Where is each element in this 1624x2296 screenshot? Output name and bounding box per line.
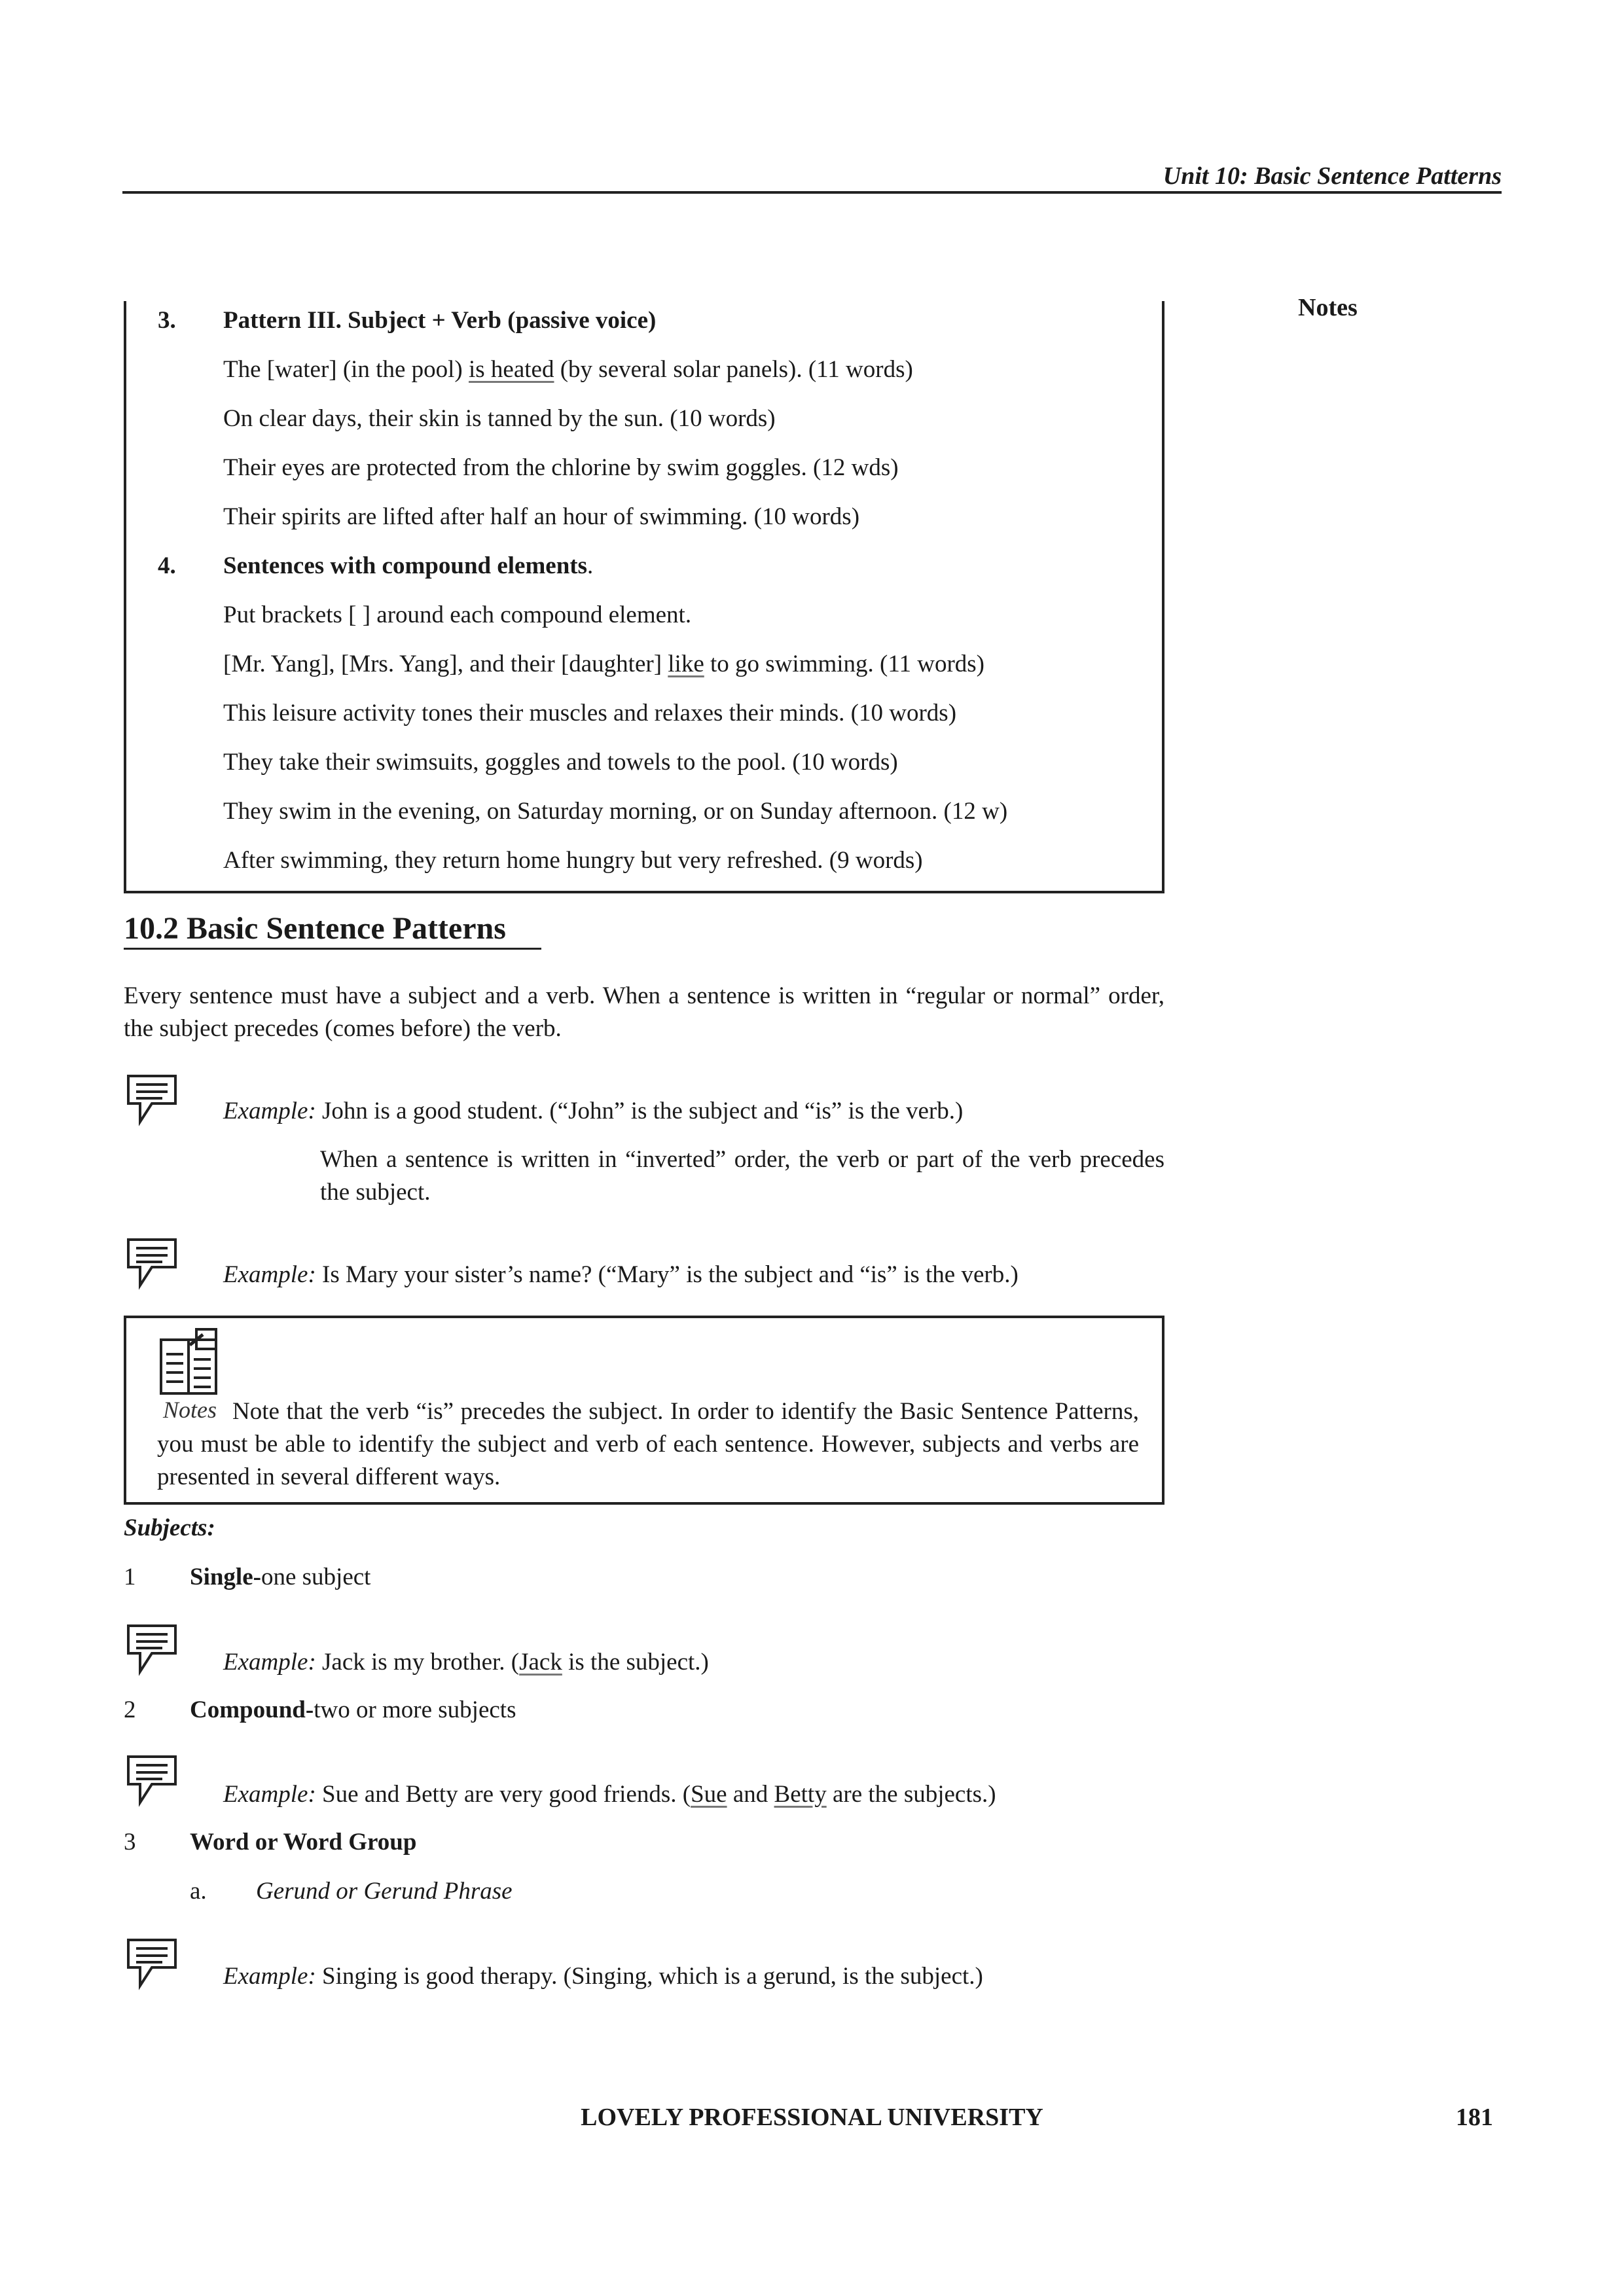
example-speech-icon bbox=[126, 1237, 178, 1291]
example-line: Example: Is Mary your sister’s name? (“Mary” is the subject and “is” is the verb.) bbox=[223, 1261, 1019, 1288]
example-sentence: [Mr. Yang], [Mrs. Yang], and their [daughter] like to go swimming. (11 words) bbox=[223, 651, 984, 677]
example-speech-icon bbox=[126, 1073, 178, 1127]
note-text: Note that the verb “is” precedes the subject. In order to identify the Basic Sentence Patterns, you must be able to identify the subject and verb of each sentence. However, subjects and verbs are presented in several different ways. bbox=[157, 1398, 1139, 1490]
page-number: 181 bbox=[1456, 2104, 1493, 2131]
example-line: Example: John is a good student. (“John” is the subject and “is” is the verb.) bbox=[223, 1098, 964, 1124]
example-sentence: They swim in the evening, on Saturday morning, or on Sunday afternoon. (12 w) bbox=[223, 798, 1008, 825]
subjects-heading: Subjects: bbox=[124, 1515, 215, 1541]
sub-item-letter: a. bbox=[190, 1878, 207, 1905]
item-number: 3. bbox=[158, 307, 176, 334]
example-sentence: This leisure activity tones their muscles and relaxes their minds. (10 words) bbox=[223, 700, 957, 726]
inverted-paragraph: When a sentence is written in “inverted” order, the verb or part of the verb precedes the subject. bbox=[320, 1146, 1164, 1206]
list-item: Compound-two or more subjects bbox=[190, 1696, 516, 1723]
example-speech-icon bbox=[126, 1937, 178, 1991]
footer-university: LOVELY PROFESSIONAL UNIVERSITY bbox=[581, 2104, 1043, 2131]
example-sentence: Their spirits are lifted after half an hour of swimming. (10 words) bbox=[223, 503, 860, 530]
example-speech-icon bbox=[126, 1623, 178, 1677]
list-number: 3 bbox=[124, 1829, 136, 1856]
example-speech-icon bbox=[126, 1754, 178, 1808]
margin-notes-label: Notes bbox=[1298, 294, 1358, 321]
running-header: Unit 10: Basic Sentence Patterns bbox=[1163, 162, 1502, 190]
example-sentence: On clear days, their skin is tanned by the sun. (10 words) bbox=[223, 405, 776, 432]
example-sentence: They take their swimsuits, goggles and towels to the pool. (10 words) bbox=[223, 749, 898, 776]
example-sentence: The [water] (in the pool) is heated (by several solar panels). (11 words) bbox=[223, 356, 913, 383]
section-heading-underline bbox=[124, 948, 541, 950]
example-sentence: After swimming, they return home hungry but very refreshed. (9 words) bbox=[223, 847, 923, 874]
item-heading: Pattern III. Subject + Verb (passive voice) bbox=[223, 307, 657, 334]
list-item: Word or Word Group bbox=[190, 1829, 417, 1856]
example-line: Example: Singing is good therapy. (Singing, which is a gerund, is the subject.) bbox=[223, 1963, 983, 1990]
sub-item-text: Gerund or Gerund Phrase bbox=[256, 1878, 513, 1905]
example-line: Example: Sue and Betty are very good friends. (Sue and Betty are the subjects.) bbox=[223, 1781, 996, 1808]
note-label: Notes bbox=[163, 1397, 217, 1423]
list-number: 1 bbox=[124, 1564, 136, 1590]
item-heading: Sentences with compound elements. bbox=[223, 552, 594, 579]
example-line: Example: Jack is my brother. (Jack is the subject.) bbox=[223, 1649, 709, 1676]
list-item: Single-one subject bbox=[190, 1564, 371, 1590]
notes-book-icon bbox=[157, 1325, 223, 1397]
intro-paragraph: Every sentence must have a subject and a verb. When a sentence is written in “regular or normal” order, the subject precedes (comes before) the verb. bbox=[124, 982, 1164, 1042]
list-number: 2 bbox=[124, 1696, 136, 1723]
section-heading: 10.2 Basic Sentence Patterns bbox=[124, 911, 506, 946]
instruction-line: Put brackets [ ] around each compound element. bbox=[223, 601, 692, 628]
item-number: 4. bbox=[158, 552, 176, 579]
example-sentence: Their eyes are protected from the chlorine by swim goggles. (12 wds) bbox=[223, 454, 899, 481]
header-rule bbox=[122, 191, 1502, 194]
